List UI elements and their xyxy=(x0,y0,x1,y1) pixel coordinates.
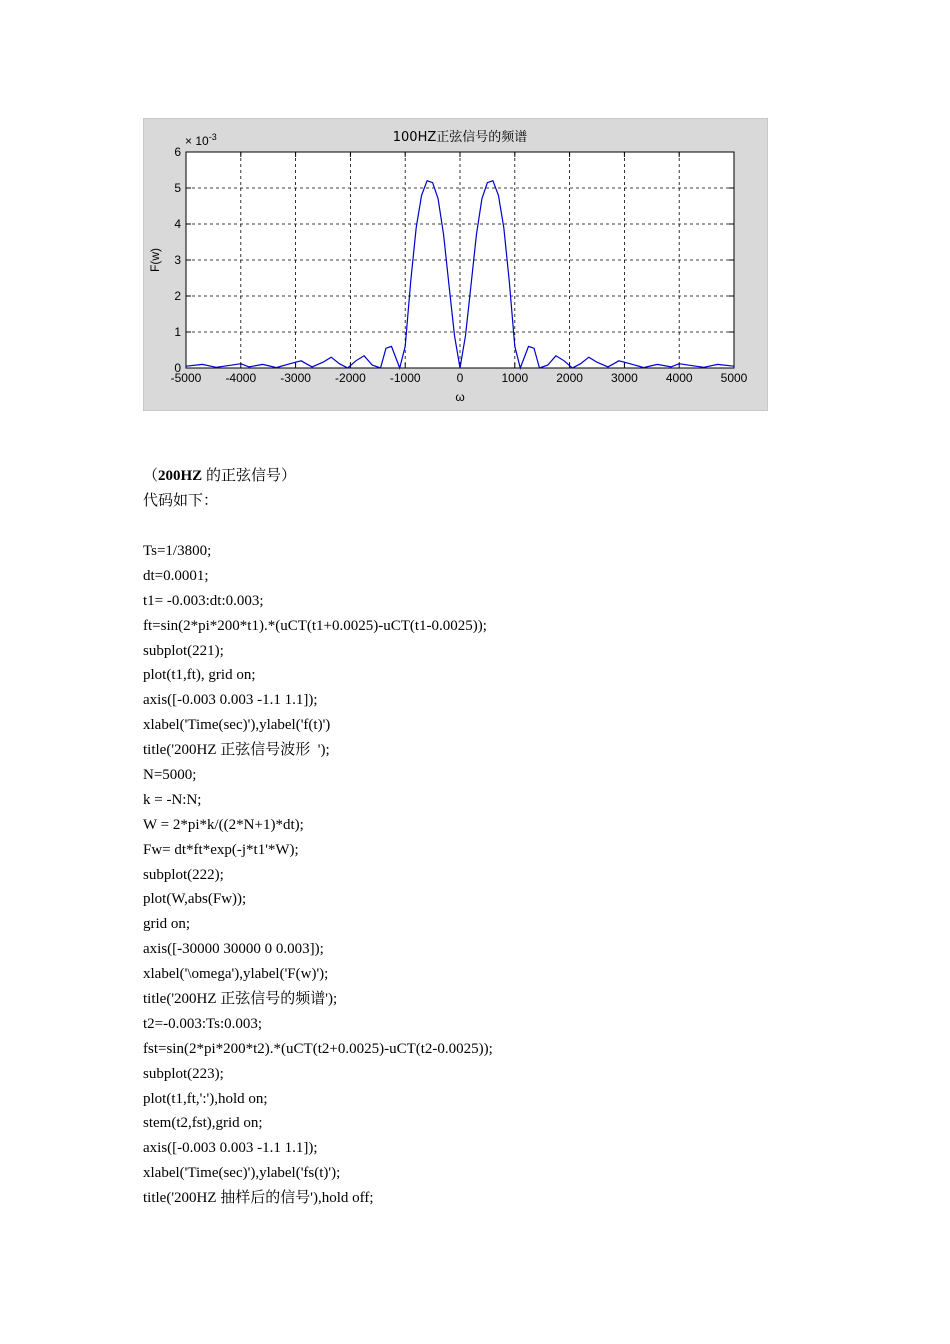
y-tick-label: 3 xyxy=(174,253,181,267)
x-axis-label: ω xyxy=(455,390,465,404)
spectrum-figure xyxy=(143,118,768,411)
code-line: dt=0.0001; xyxy=(143,567,209,584)
y-tick-label: 2 xyxy=(174,289,181,303)
code-line: grid on; xyxy=(143,916,191,933)
x-tick-label: -1000 xyxy=(389,371,421,385)
x-tick-label: -5000 xyxy=(170,371,202,385)
code-line: subplot(222); xyxy=(143,866,224,883)
code-line: k = -N:N; xyxy=(143,791,202,808)
code-line: axis([-0.003 0.003 -1.1 1.1]); xyxy=(143,1140,318,1157)
x-tick-label: 1000 xyxy=(501,371,529,385)
code-line: title('200HZ 正弦信号波形 '); xyxy=(143,742,330,759)
y-tick-label: 1 xyxy=(174,325,181,339)
y-tick-label: 5 xyxy=(174,181,181,195)
code-line: t2=-0.003:Ts:0.003; xyxy=(143,1015,263,1032)
code-line: title('200HZ 抽样后的信号'),hold off; xyxy=(143,1190,374,1207)
code-line: N=5000; xyxy=(143,767,197,784)
code-line: plot(W,abs(Fw)); xyxy=(143,891,247,908)
code-line: xlabel('Time(sec)'),ylabel('f(t)') xyxy=(143,717,331,734)
figure-caption xyxy=(143,464,296,488)
code-line: ft=sin(2*pi*200*t1).*(uCT(t1+0.0025)-uCT(t1-0.0025)); xyxy=(143,617,487,634)
code-block xyxy=(143,539,493,1211)
code-line: xlabel('Time(sec)'),ylabel('fs(t)'); xyxy=(143,1165,341,1182)
code-line: subplot(223); xyxy=(143,1065,224,1082)
code-line: axis([-0.003 0.003 -1.1 1.1]); xyxy=(143,692,318,709)
code-line: plot(t1,ft), grid on; xyxy=(143,667,256,684)
caption-rest: 的正弦信号） xyxy=(202,468,296,484)
code-line: Fw= dt*ft*exp(-j*t1'*W); xyxy=(143,841,299,858)
code-line: title('200HZ 正弦信号的频谱'); xyxy=(143,991,338,1008)
x-tick-label: -3000 xyxy=(280,371,311,385)
caption-bold: 200HZ xyxy=(158,468,203,484)
code-line: axis([-30000 30000 0 0.003]); xyxy=(143,941,324,958)
chart-title: 100HZ正弦信号的频谱 xyxy=(392,130,528,145)
code-line: fst=sin(2*pi*200*t2).*(uCT(t2+0.0025)-uCT(t2-0.0025)); xyxy=(143,1040,493,1057)
code-line: t1= -0.003:dt:0.003; xyxy=(143,592,264,609)
x-tick-label: -4000 xyxy=(225,371,257,385)
y-tick-label: 6 xyxy=(174,145,181,159)
code-line: W = 2*pi*k/((2*N+1)*dt); xyxy=(143,816,304,833)
x-tick-label: 0 xyxy=(456,371,464,385)
spectrum-chart xyxy=(143,118,768,411)
code-line: subplot(221); xyxy=(143,642,224,659)
y-axis-label: F(w) xyxy=(148,248,162,272)
code-line: xlabel('\omega'),ylabel('F(w)'); xyxy=(143,966,329,983)
x-tick-label: -2000 xyxy=(335,371,366,385)
y-tick-label: 0 xyxy=(174,361,181,375)
x-tick-label: 4000 xyxy=(665,371,693,385)
x-tick-label: 2000 xyxy=(556,371,583,385)
code-line: Ts=1/3800; xyxy=(143,543,212,559)
code-line: plot(t1,ft,':'),hold on; xyxy=(143,1090,268,1107)
y-scale-label: × $10^{-3}$ xyxy=(185,132,217,148)
code-line: stem(t2,fst),grid on; xyxy=(143,1115,263,1132)
x-tick-label: 5000 xyxy=(720,371,748,385)
y-tick-label: 4 xyxy=(174,217,181,231)
caption-open: （ xyxy=(143,468,159,484)
x-tick-label: 3000 xyxy=(611,371,638,385)
code-intro: 代码如下： xyxy=(143,493,219,509)
